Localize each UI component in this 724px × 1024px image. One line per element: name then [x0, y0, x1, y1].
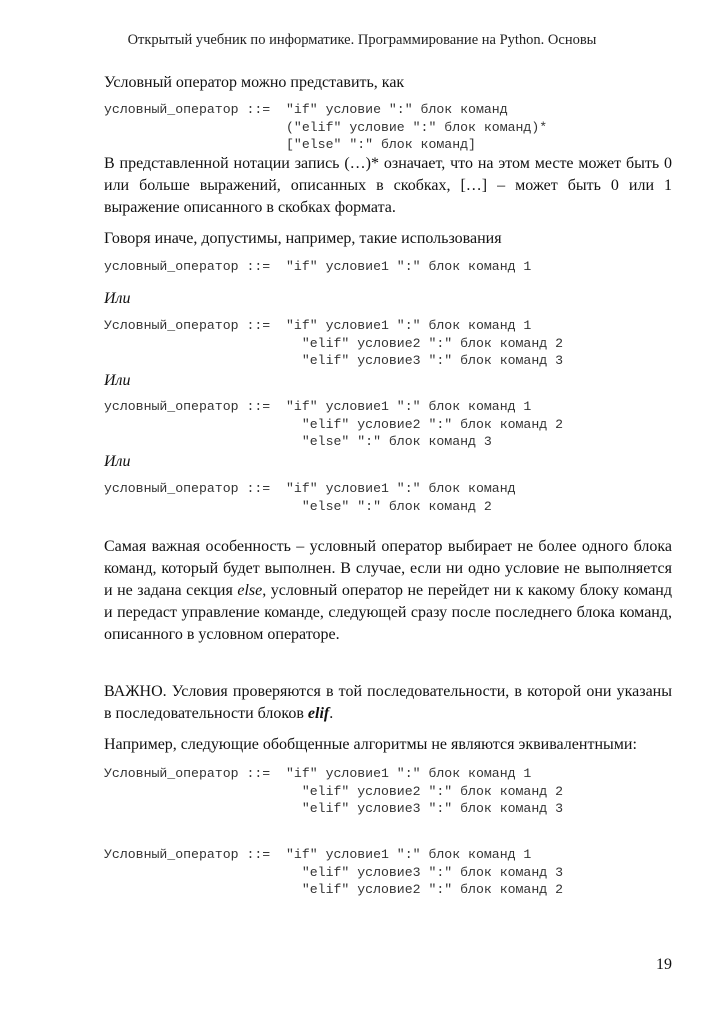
examples-intro-paragraph: Говоря иначе, допустимы, например, такие использования — [104, 230, 502, 247]
feature-text-2: , условный оператор не перейдет ни к какому блоку команд и передаст управление команде, следующей сразу после последнего блока команд, описанного в условном операторе. — [104, 582, 672, 643]
example-code-3: условный_оператор ::= "if" условие1 ":" блок команд 1 "elif" условие2 ":" блок команд 2 "else" ":" блок команд 3 — [104, 399, 563, 449]
important-text-2: . — [329, 705, 334, 722]
intro-paragraph: Условный оператор можно представить, как — [104, 74, 405, 91]
or-label-2: Или — [104, 372, 131, 389]
feature-paragraph — [104, 536, 672, 646]
running-header: Открытый учебник по информатике. Программирование на Python. Основы — [127, 32, 597, 48]
feature-else-keyword: else — [237, 582, 263, 599]
grammar-code-block: условный_оператор ::= "if" условие ":" блок команд ("elif" условие ":" блок команд)* ["else" ":" блок команд] — [104, 102, 548, 152]
page-number: 19 — [656, 956, 672, 973]
example-code-4: условный_оператор ::= "if" условие1 ":" блок команд "else" ":" блок команд 2 — [104, 481, 516, 514]
or-label-3: Или — [104, 453, 131, 470]
example-code-2: Условный_оператор ::= "if" условие1 ":" блок команд 1 "elif" условие2 ":" блок команд 2 "elif" условие3 ":" блок команд 3 — [104, 318, 563, 368]
important-paragraph — [104, 681, 672, 725]
feature-text-1: Самая важная особенность – условный оператор выбирает не более одного блока команд, который будет выполнен. В случае, если ни одно условие не выполняется и не задана секция — [104, 538, 672, 599]
example-code-6: Условный_оператор ::= "if" условие1 ":" блок команд 1 "elif" условие3 ":" блок команд 3 "elif" условие2 ":" блок команд 2 — [104, 847, 563, 897]
example-intro-paragraph-2: Например, следующие обобщенные алгоритмы не являются эквивалентными: — [104, 736, 637, 753]
important-text-1: ВАЖНО. Условия проверяются в той последовательности, в которой они указаны в последовательности блоков — [104, 683, 672, 722]
example-code-5: Условный_оператор ::= "if" условие1 ":" блок команд 1 "elif" условие2 ":" блок команд 2 "elif" условие3 ":" блок команд 3 — [104, 766, 563, 816]
example-code-1: условный_оператор ::= "if" условие1 ":" блок команд 1 — [104, 259, 532, 274]
or-label-1: Или — [104, 290, 131, 307]
important-elif-keyword: elif — [307, 705, 330, 722]
notation-paragraph: В представленной нотации запись (…)* означает, что на этом месте может быть 0 или больше выражений, описанных в скобках, […] – может быть 0 или 1 выражение описанного в скобках формата. — [104, 155, 672, 216]
